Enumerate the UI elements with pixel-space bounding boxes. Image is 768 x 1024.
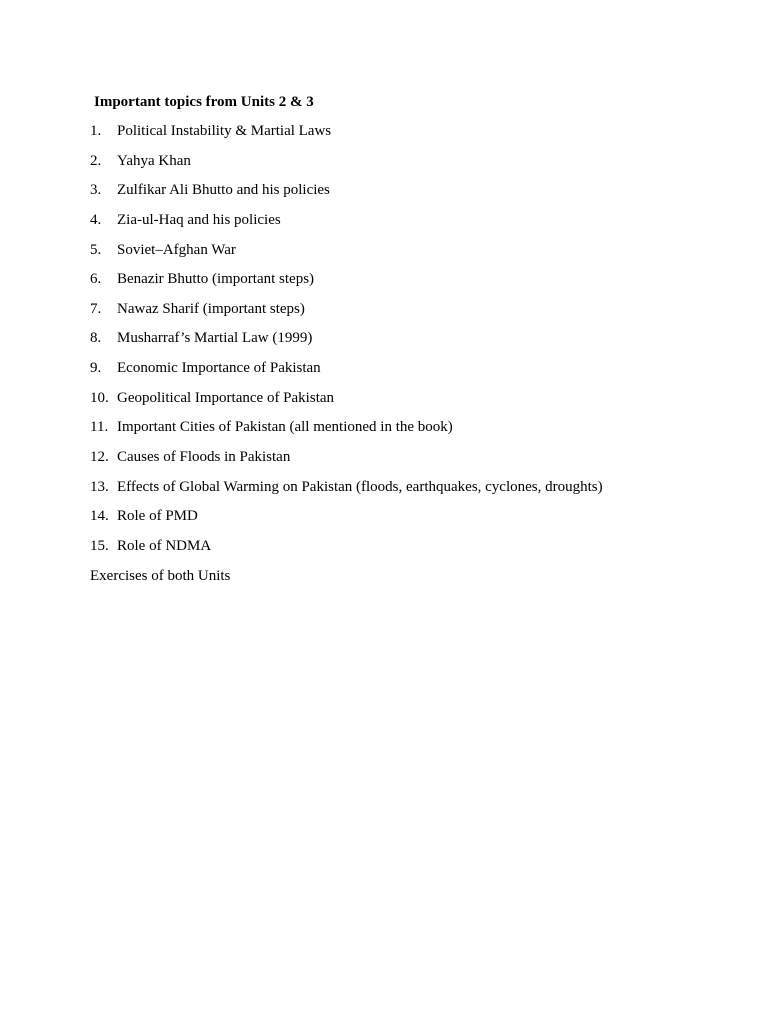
topic-number: 10. [90,389,109,406]
topic-list [90,122,603,567]
topic-number: 2. [90,152,102,169]
topic-item [90,270,603,300]
topic-item [90,181,603,211]
topic-number: 7. [90,300,102,317]
topic-text: Nawaz Sharif (important steps) [117,300,305,317]
topic-text: Zulfikar Ali Bhutto and his policies [117,182,330,199]
topic-text: Soviet–Afghan War [117,241,236,258]
topic-number: 4. [90,211,102,228]
topic-text: Role of NDMA [117,537,212,554]
topic-item [90,537,603,567]
topic-number: 1. [90,123,102,139]
topic-number: 11. [90,419,109,436]
topic-number: 9. [90,360,102,377]
topic-item [90,300,603,330]
topic-number: 6. [90,271,102,288]
topic-text: Yahya Khan [117,152,191,169]
topic-number: 3. [90,182,102,199]
topic-text: Geopolitical Importance of Pakistan [117,389,335,406]
topic-text: Causes of Floods in Pakistan [117,449,291,466]
topic-item [90,359,603,389]
topic-item [90,389,603,419]
topic-number: 12. [90,449,109,466]
topic-text: Effects of Global Warming on Pakistan (floods, earthquakes, cyclones, droughts) [117,478,603,495]
topic-number: 13. [90,478,109,495]
topic-text: Benazir Bhutto (important steps) [117,271,315,288]
topic-item [90,152,603,182]
topic-item [90,211,603,241]
topic-text: Musharraf’s Martial Law (1999) [117,330,313,347]
topic-text: Role of PMD [117,508,198,525]
topic-number: 15. [90,537,109,554]
topic-item [90,122,603,152]
document-title: Important topics from Units 2 & 3 [94,94,314,110]
topic-item [90,448,603,478]
topic-number: 8. [90,330,102,347]
topic-number: 5. [90,241,102,258]
topic-item [90,418,603,448]
topic-item [90,507,603,537]
topic-text: Economic Importance of Pakistan [117,360,321,377]
footer-note: Exercises of both Units [90,568,231,584]
topic-number: 14. [90,508,109,525]
topic-item [90,478,603,508]
topic-text: Political Instability & Martial Laws [117,123,332,139]
topic-text: Zia-ul-Haq and his policies [117,211,281,228]
topic-text: Important Cities of Pakistan (all mentioned in the book) [117,419,453,436]
topic-item [90,329,603,359]
topic-item [90,241,603,271]
